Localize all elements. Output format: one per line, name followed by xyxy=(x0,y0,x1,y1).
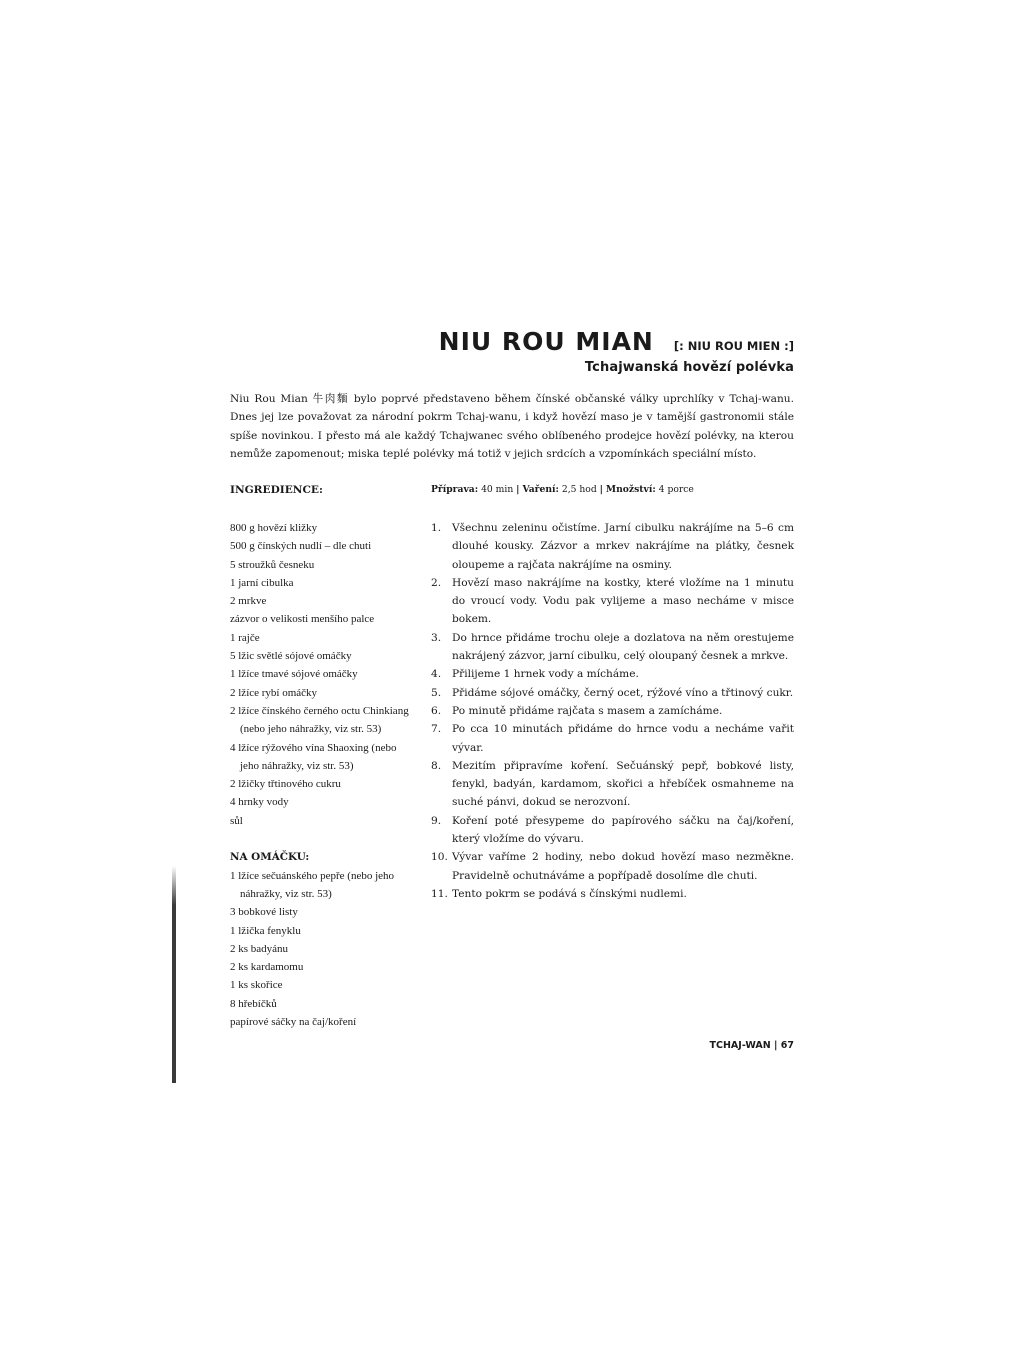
intro-text: Niu Rou Mian 牛肉麵 bylo poprvé představeno během čínské občanské války uprchlíky v Tchaj-wanu. Dnes jej lze považovat za národní pokrm Tchaj-wanu, i když hovězí maso je v tamější gastronomii stále spíše novinkou. I přesto má ale každý Tchajwanec svého oblíbeného prodejce hovězí polévky, na kterou nemůže zapomenout; miska teplé polévky má totiž v jejich srdcích a vzpomínkách speciální místo. xyxy=(230,393,794,460)
step-text: Vývar vaříme 2 hodiny, nebo dokud hovězí maso nezměkne. Pravidelně ochutnáváme a popřípadě dosolíme dle chuti. xyxy=(452,851,794,882)
step-number: 11. xyxy=(431,887,448,900)
step-item xyxy=(431,757,794,812)
step-number: 7. xyxy=(431,723,442,736)
ingredient-item: 5 stroužků česneku xyxy=(230,558,315,571)
step-item xyxy=(431,665,794,683)
sauce-heading: NA OMÁČKU: xyxy=(230,851,310,864)
ingredient-item: 1 jarní cibulka xyxy=(230,576,294,589)
meta-separator: | xyxy=(516,484,520,495)
step-item xyxy=(431,519,794,574)
ingredient-item: 1 rajče xyxy=(230,631,260,644)
ingredient-item: 2 lžičky třtinového cukru xyxy=(230,778,341,791)
ingredients-heading: INGREDIENCE: xyxy=(230,484,323,496)
step-item xyxy=(431,684,794,702)
sauce-ingredient-item: 2 ks badyánu xyxy=(230,942,289,955)
ingredient-item: 2 lžíce rybí omáčky xyxy=(230,686,318,699)
step-number: 9. xyxy=(431,814,442,827)
recipe-meta xyxy=(431,484,694,495)
ingredient-item: zázvor o velikosti menšího palce xyxy=(230,613,375,626)
step-item xyxy=(431,574,794,629)
sauce-ingredient-item: papírové sáčky na čaj/koření xyxy=(230,1016,357,1029)
ingredient-item: 500 g čínských nudlí – dle chuti xyxy=(230,540,372,553)
step-number: 5. xyxy=(431,686,442,699)
step-text: Po cca 10 minutách přidáme do hrnce vodu a necháme vařit vývar. xyxy=(452,723,794,754)
step-number: 2. xyxy=(431,576,442,589)
step-text: Mezitím připravíme koření. Sečuánský pepř, bobkové listy, fenykl, badyán, kardamom, skořici a hřebíček osmahneme na suché pánvi, dokud se nerozvoní. xyxy=(452,759,794,809)
step-item xyxy=(431,812,794,849)
step-number: 10. xyxy=(431,851,448,864)
ingredient-item: 4 lžíce rýžového vína Shaoxing (nebo jeho náhražky, viz str. 53) xyxy=(230,741,397,772)
step-number: 8. xyxy=(431,759,442,772)
ingredient-item: 4 hrnky vody xyxy=(230,796,289,809)
ingredient-item: 1 lžíce tmavé sójové omáčky xyxy=(230,668,358,681)
step-text: Koření poté přesypeme do papírového sáčku na čaj/koření, který vložíme do vývaru. xyxy=(452,814,794,846)
step-item xyxy=(431,629,794,666)
title-block xyxy=(439,328,794,375)
sauce-ingredient-item: 1 lžíce sečuánského pepře (nebo jeho náhražky, viz str. 53) xyxy=(230,869,395,900)
step-text: Do hrnce přidáme trochu oleje a dozlatova na něm orestujeme nakrájený zázvor, jarní cibulku, celý oloupaný česnek a mrkve. xyxy=(452,631,794,663)
meta-separator: | xyxy=(599,484,603,495)
cook-value: 2,5 hod xyxy=(561,484,597,495)
recipe-title: NIU ROU MIAN xyxy=(438,327,654,356)
ingredient-item: 800 g hovězí kližky xyxy=(230,522,318,534)
ingredient-item: sůl xyxy=(230,814,243,827)
step-item xyxy=(431,702,794,720)
step-text: Tento pokrm se podává s čínskými nudlemi. xyxy=(452,887,687,900)
intro-paragraph xyxy=(230,390,794,463)
recipe-subtitle: Tchajwanská hovězí polévka xyxy=(584,360,794,375)
step-text: Hovězí maso nakrájíme na kostky, které vložíme na 1 minutu do vroucí vody. Vodu pak vylijeme a maso necháme v misce bokem. xyxy=(452,576,794,626)
sauce-ingredient-item: 1 lžička fenyklu xyxy=(230,924,301,937)
sauce-ingredient-item: 8 hřebíčků xyxy=(230,997,277,1010)
step-text: Přilijeme 1 hrnek vody a mícháme. xyxy=(452,668,639,681)
ingredient-item: 5 lžic světlé sójové omáčky xyxy=(230,650,352,663)
sauce-ingredient-item: 3 bobkové listy xyxy=(230,906,298,919)
step-number: 4. xyxy=(431,668,442,681)
sauce-ingredient-item: 2 ks kardamomu xyxy=(230,961,304,974)
step-number: 1. xyxy=(431,522,442,534)
step-text: Po minutě přidáme rajčata s masem a zamícháme. xyxy=(452,704,723,717)
sauce-ingredient-item: 1 ks skořice xyxy=(230,979,283,992)
quantity-value: 4 porce xyxy=(658,484,694,495)
steps-list xyxy=(431,519,794,903)
page-footer: TCHAJ-WAN | 67 xyxy=(709,1040,794,1051)
step-item xyxy=(431,720,794,757)
ingredients-list xyxy=(230,519,410,1031)
quantity-label: Množství: xyxy=(605,484,656,495)
step-text: Přidáme sójové omáčky, černý ocet, rýžové víno a třtinový cukr. xyxy=(452,686,794,699)
step-text: Všechnu zeleninu očistíme. Jarní cibulku nakrájíme na 5–6 cm dlouhé kousky. Zázvor a mrkev nakrájíme na plátky, česnek oloupeme a rajčata nakrájíme na osminy. xyxy=(452,522,794,571)
prep-label: Příprava: xyxy=(431,484,479,495)
ingredient-item: 2 lžíce čínského černého octu Chinkiang (nebo jeho náhražky, viz str. 53) xyxy=(230,704,409,736)
book-spine-shadow xyxy=(172,866,176,1083)
title-row xyxy=(439,328,794,356)
ingredient-item: 2 mrkve xyxy=(230,595,267,608)
step-item xyxy=(431,885,794,903)
pronunciation: [: NIU ROU MIEN :] xyxy=(673,339,794,353)
step-number: 6. xyxy=(431,704,442,717)
prep-value: 40 min xyxy=(481,484,514,495)
cook-label: Vaření: xyxy=(522,484,559,495)
step-item xyxy=(431,848,794,885)
step-number: 3. xyxy=(431,631,442,644)
